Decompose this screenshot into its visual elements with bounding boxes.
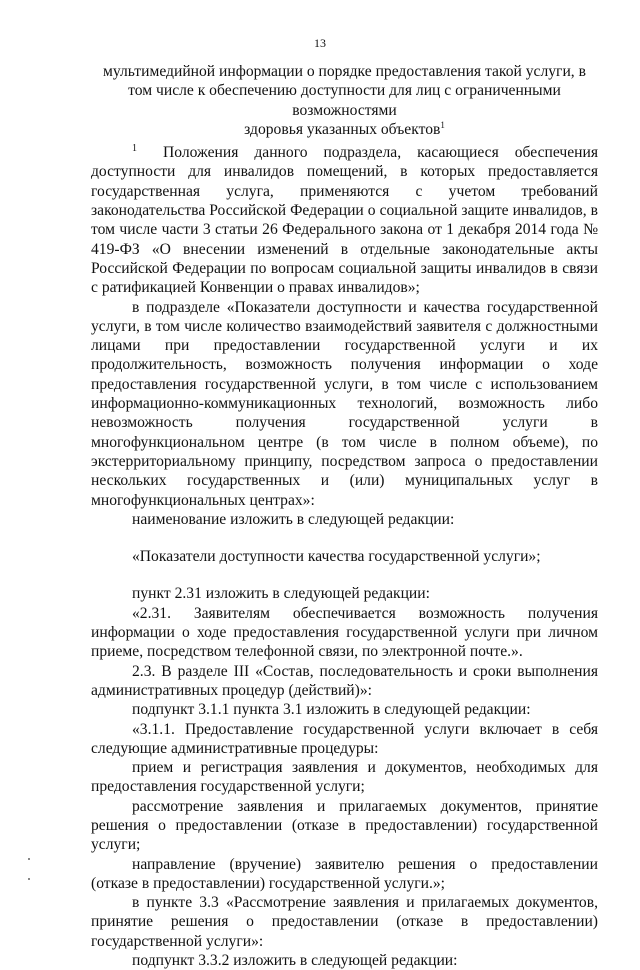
paragraph-item-3-3: в пункте 3.3 «Рассмотрение заявления и прилагаемых документов, принятие решения о предоставлении (отказе в предоставлении) государственной услуги»:: [91, 894, 598, 950]
paragraph-item-2-31-text: «2.31. Заявителям обеспечивается возможность получения информации о ходе предоставления государственной услуги при личном приеме, посредством телефонной связи, по электронной почте.».: [91, 604, 598, 661]
page-number: 13: [314, 36, 326, 50]
paragraph-subitem-3-1-1: подпункт 3.1.1 пункта 3.1 изложить в следующей редакции:: [132, 701, 531, 719]
paragraph-subsection: в подразделе «Показатели доступности и качества государственной услуги, в том числе количество взаимодействий заявителя с должностными лицами при предоставлении государственной услуги и их продолжительность, возможность получения информации о ходе предоставления государственной услуги, в том числе с использованием информационно-коммуникационных технологий, возможность либо невозможность получения государственной услуги в многофункциональном центре (в том числе в полном объеме), по экстерриториальному принципу, посредством запроса о предоставлении нескольких государственных и (или) муниципальных услуг в многофункциональных центрах»:: [91, 298, 598, 509]
footnote-paragraph: [91, 139, 598, 297]
paragraph-intro-end: здоровья указанных объектов: [244, 120, 441, 138]
scan-artifact: [28, 878, 30, 880]
paragraph-procedure-1: прием и регистрация заявления и документов, необходимых для предоставления государственной услуги;: [91, 759, 598, 796]
scan-artifact: [28, 858, 30, 860]
footnote-ref: 1: [440, 119, 445, 130]
document-body: [91, 62, 598, 970]
paragraph-subitem-3-3-2: подпункт 3.3.2 изложить в следующей редакции:: [132, 952, 458, 970]
paragraph-item-2-31: пункт 2.31 изложить в следующей редакции:: [132, 585, 430, 603]
paragraph-intro: [91, 62, 598, 139]
paragraph-quoted-title: «Показатели доступности качества государственной услуги»;: [132, 548, 541, 566]
paragraph-name-edit: наименование изложить в следующей редакции:: [132, 510, 455, 528]
footnote-text: Положения данного подраздела, касающиеся обеспечения доступности для инвалидов помещений, в которых предоставляется государственная услуга, применяются с учетом требований законодательства Российской Федерации о социальной защите инвалидов, в том числе части 3 статьи 26 Федерального закона от 1 декабря 2014 года № 419-ФЗ «О внесении изменений в отдельные законодательные акты Российской Федерации по вопросам социальной защиты инвалидов в связи с ратификацией Конвенции о правах инвалидов»;: [91, 144, 598, 297]
paragraph-subitem-3-1-1-text: «3.1.1. Предоставление государственной услуги включает в себя следующие административные процедуры:: [91, 720, 598, 757]
paragraph-section-iii: 2.3. В разделе III «Состав, последовательность и сроки выполнения административных процедур (действий)»:: [91, 662, 598, 699]
paragraph-procedure-3: направление (вручение) заявителю решения о предоставлении (отказе в предоставлении) государственной услуги.»;: [91, 855, 598, 892]
paragraph-intro-text: мультимедийной информации о порядке предоставления такой услуги, в том числе к обеспечению доступности для лиц с ограниченными возможностями: [103, 63, 586, 119]
paragraph-procedure-2: рассмотрение заявления и прилагаемых документов, принятие решения о предоставлении (отказе в предоставлении) государственной услуги;: [91, 797, 598, 854]
footnote-mark: 1: [132, 143, 137, 155]
